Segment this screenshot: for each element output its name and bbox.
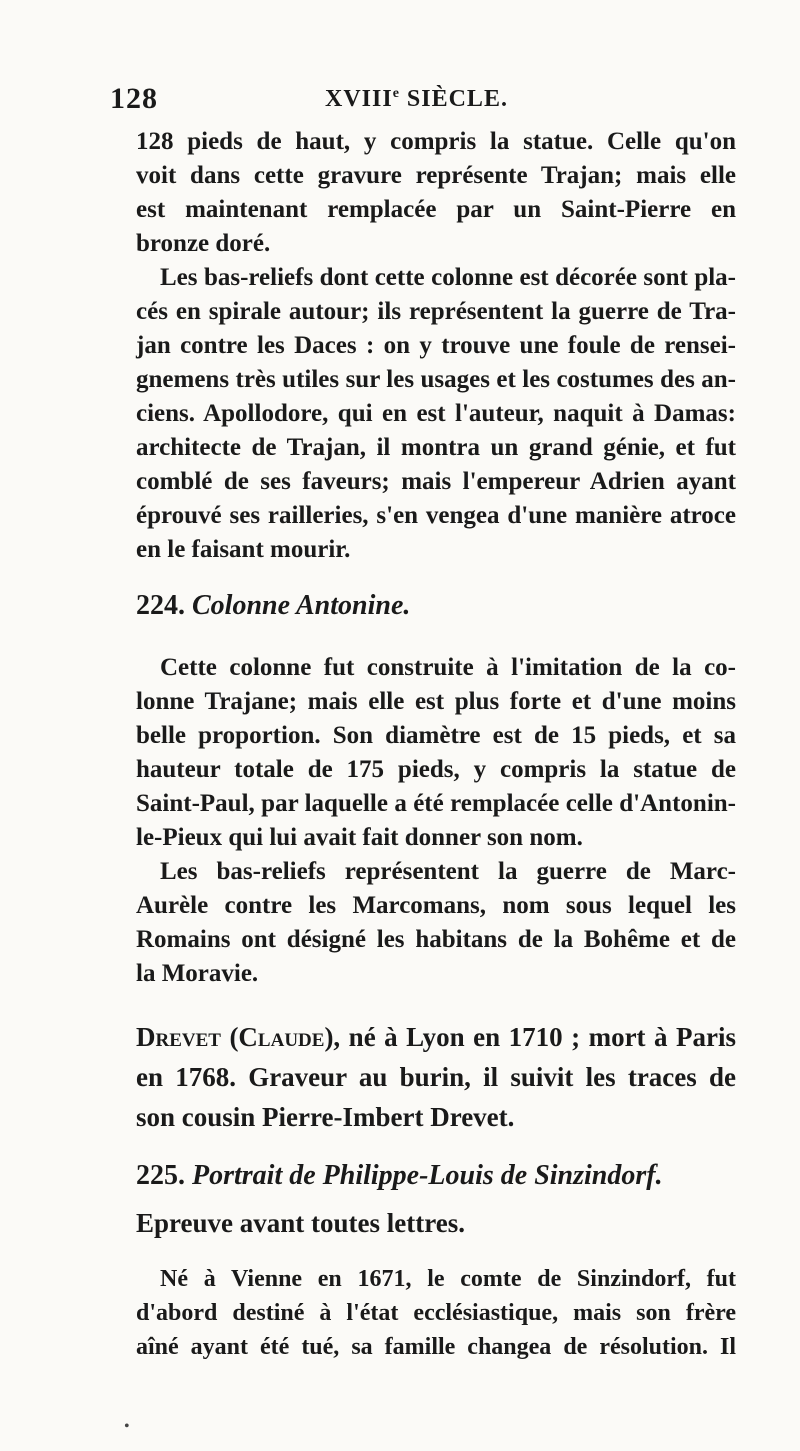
text-line: cés en spirale autour; ils représentent la guerre de Tra- bbox=[136, 298, 736, 325]
text-line: éprouvé ses railleries, s'en vengea d'une manière atroce bbox=[136, 502, 736, 529]
page-header bbox=[110, 82, 710, 122]
section-number: 224. bbox=[136, 590, 185, 621]
text-line: la Moravie. bbox=[136, 960, 259, 987]
section-title: Portrait de Philippe-Louis de Sinzindorf. bbox=[192, 1160, 663, 1191]
text-line: est maintenant remplacée par un Saint-Pierre en bbox=[136, 196, 736, 223]
text-line: en le faisant mourir. bbox=[136, 536, 351, 563]
section-heading-225 bbox=[136, 1160, 736, 1192]
text-line: voit dans cette gravure représente Trajan; mais elle bbox=[136, 162, 736, 189]
artist-name: Drevet (Claude), bbox=[136, 1022, 341, 1052]
text-line: belle proportion. Son diamètre est de 15 pieds, et sa bbox=[136, 722, 736, 749]
text-line: le-Pieux qui lui avait fait donner son nom. bbox=[136, 824, 583, 851]
ink-mark: • bbox=[124, 1418, 130, 1435]
text-line: comblé de ses faveurs; mais l'empereur Adrien ayant bbox=[136, 468, 736, 495]
text-line: hauteur totale de 175 pieds, y compris la statue de bbox=[136, 756, 736, 783]
section-title: Colonne Antonine. bbox=[192, 590, 411, 621]
text-line: Saint-Paul, par laquelle a été remplacée celle d'Antonin- bbox=[136, 790, 736, 817]
text-line: Les bas-reliefs dont cette colonne est décorée sont pla- bbox=[160, 264, 736, 291]
text-line: Né à Vienne en 1671, le comte de Sinzindorf, fut bbox=[160, 1266, 736, 1292]
text-line: ciens. Apollodore, qui en est l'auteur, naquit à Damas: bbox=[136, 400, 736, 427]
artist-entry-line: son cousin Pierre-Imbert Drevet. bbox=[136, 1102, 515, 1132]
artist-entry-line: en 1768. Graveur au burin, il suivit les traces de bbox=[136, 1062, 736, 1092]
text-line: Aurèle contre les Marcomans, nom sous lequel les bbox=[136, 892, 736, 919]
artist-entry-line: Drevet (Claude), né à Lyon en 1710 ; mort à Paris bbox=[136, 1022, 736, 1052]
text-line: Romains ont désigné les habitans de la Bohême et de bbox=[136, 926, 736, 953]
section-heading-224 bbox=[136, 590, 736, 622]
text-line: Cette colonne fut construite à l'imitation de la co- bbox=[160, 654, 736, 681]
section-subtitle: Epreuve avant toutes lettres. bbox=[136, 1208, 465, 1238]
section-number: 225. bbox=[136, 1160, 185, 1191]
text-line: 128 pieds de haut, y compris la statue. Celle qu'on bbox=[136, 128, 736, 155]
page-number: 128 bbox=[110, 82, 158, 115]
running-title: XVIIIe SIÈCLE. bbox=[325, 86, 508, 112]
text-line: aîné ayant été tué, sa famille changea de résolution. Il bbox=[136, 1334, 736, 1360]
text-line: Les bas-reliefs représentent la guerre de Marc- bbox=[160, 858, 736, 885]
text-line: d'abord destiné à l'état ecclésiastique, mais son frère bbox=[136, 1300, 736, 1326]
text-line: bronze doré. bbox=[136, 230, 271, 257]
text-line: lonne Trajane; mais elle est plus forte et d'une moins bbox=[136, 688, 736, 715]
text-line: gnemens très utiles sur les usages et les costumes des an- bbox=[136, 366, 736, 393]
text-line: architecte de Trajan, il montra un grand génie, et fut bbox=[136, 434, 736, 461]
text-line: jan contre les Daces : on y trouve une foule de rensei- bbox=[136, 332, 736, 359]
